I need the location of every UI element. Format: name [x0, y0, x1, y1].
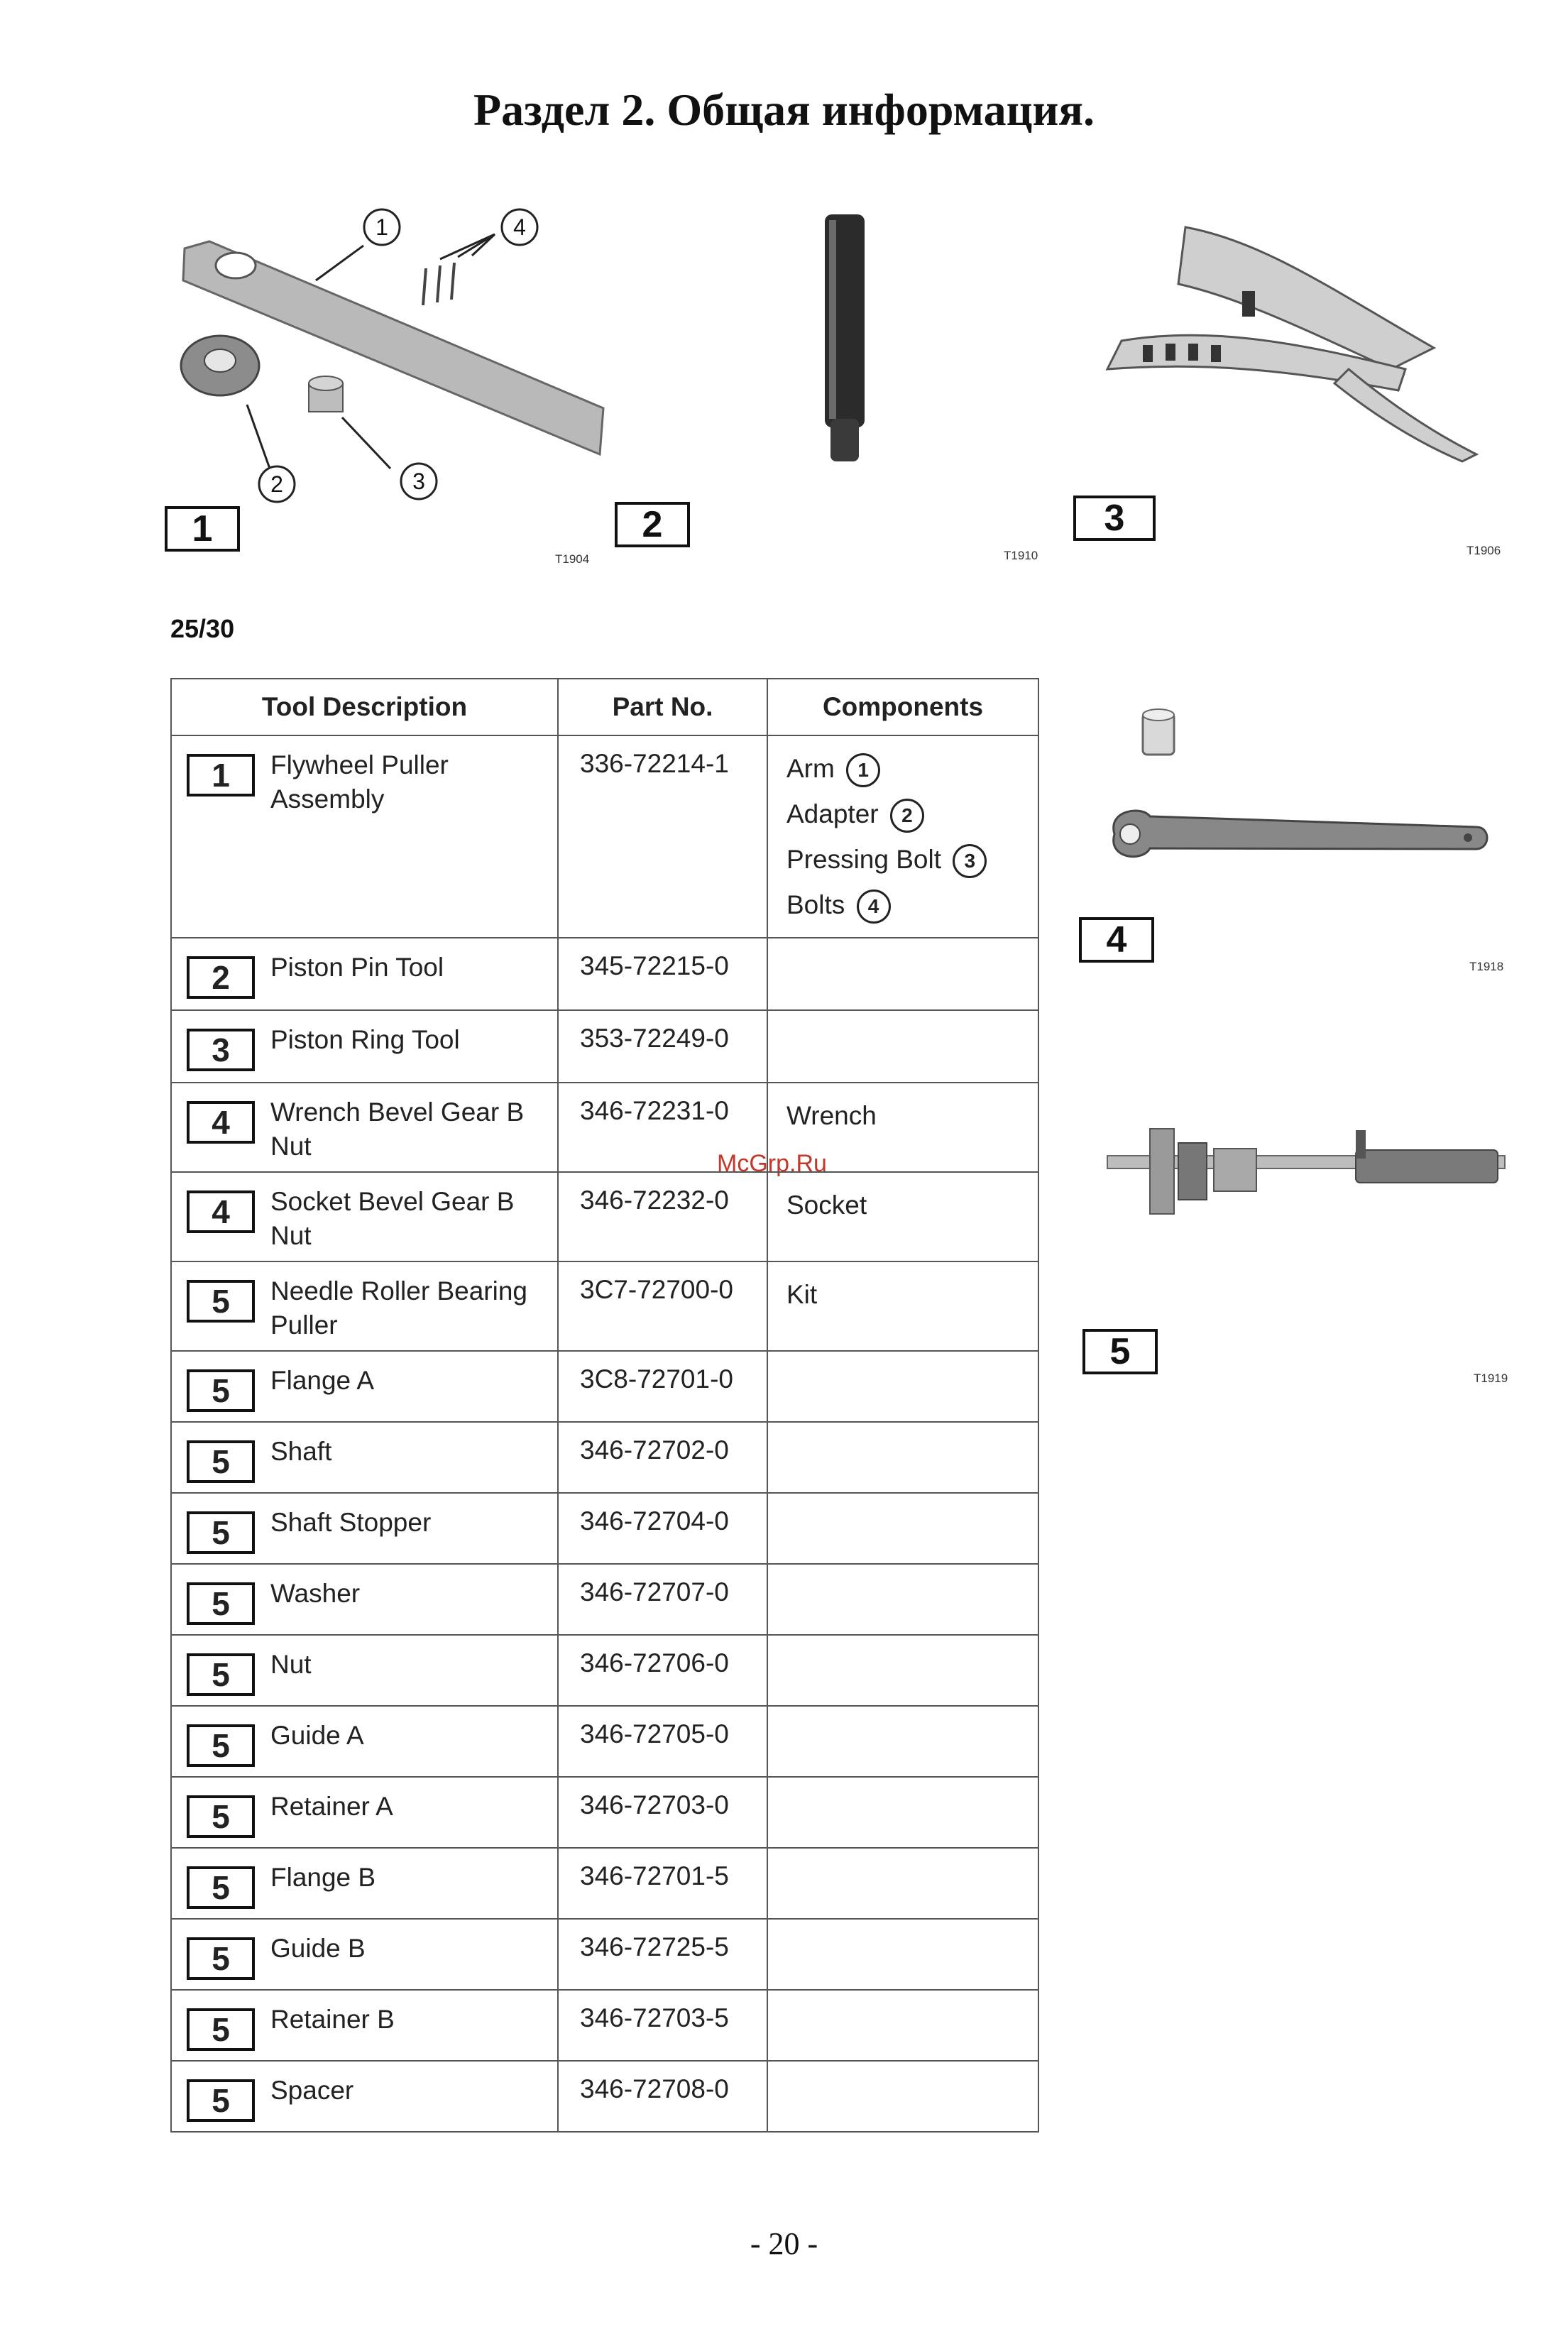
table-row — [171, 938, 1038, 1010]
figure-5-bearing-puller-illustration — [1086, 1093, 1526, 1257]
page-number: - 20 - — [750, 2226, 818, 2261]
figure-3-code: T1906 — [1466, 544, 1501, 557]
component-ref-circle: 2 — [890, 799, 924, 833]
tool-number-box: 5 — [187, 1795, 255, 1838]
table-row — [171, 1351, 1038, 1422]
tool-description: Needle Roller Bearing Puller — [270, 1276, 527, 1340]
table-row — [171, 1848, 1038, 1919]
component: Wrench — [767, 1083, 1038, 1172]
tool-number-box: 1 — [187, 754, 255, 797]
tool-number-box: 4 — [187, 1190, 255, 1233]
table-row — [171, 2061, 1038, 2132]
figure-2-code: T1910 — [1004, 549, 1038, 562]
tool-description: Washer — [270, 1579, 361, 1608]
part-number: 346-72707-0 — [558, 1564, 767, 1635]
component — [767, 1635, 1038, 1706]
component — [767, 1564, 1038, 1635]
component — [767, 1848, 1038, 1919]
figure-2-piston-pin-tool-illustration — [802, 206, 887, 483]
table-row — [171, 1422, 1038, 1493]
part-number: 3C7-72700-0 — [558, 1261, 767, 1351]
part-number: 346-72702-0 — [558, 1422, 767, 1493]
table-row — [171, 1172, 1038, 1261]
component-ref-circle: 3 — [953, 844, 987, 878]
tool-description: Guide B — [270, 1934, 366, 1963]
tool-number-box: 2 — [187, 956, 255, 999]
callout-2: 2 — [270, 471, 283, 497]
part-number: 346-72232-0 — [558, 1172, 767, 1261]
figure-1-number: 1 — [165, 506, 240, 552]
table-row — [171, 1990, 1038, 2061]
tool-description: Spacer — [270, 2076, 354, 2105]
table-row — [171, 1635, 1038, 1706]
tool-description: Nut — [270, 1650, 312, 1679]
figure-2-number: 2 — [615, 502, 690, 547]
header-tool-description: Tool Description — [171, 679, 558, 735]
part-number: 346-72231-0 — [558, 1083, 767, 1172]
component — [767, 1351, 1038, 1422]
tool-number-box: 4 — [187, 1101, 255, 1144]
component — [767, 1706, 1038, 1777]
callout-4: 4 — [513, 214, 526, 240]
component — [767, 1493, 1038, 1564]
page-title: Раздел 2. Общая информация. — [473, 84, 1095, 135]
part-number: 353-72249-0 — [558, 1010, 767, 1083]
component — [767, 1010, 1038, 1083]
tool-description: Flange A — [270, 1366, 375, 1395]
tool-description: Guide A — [270, 1721, 364, 1750]
table-row — [171, 1083, 1038, 1172]
tool-description: Socket Bevel Gear B Nut — [270, 1187, 515, 1250]
part-number: 336-72214-1 — [558, 735, 767, 938]
figure-4-number: 4 — [1079, 917, 1154, 963]
table-row — [171, 1493, 1038, 1564]
tool-number-box: 3 — [187, 1029, 255, 1071]
callout-3: 3 — [412, 469, 425, 494]
header-part-no: Part No. — [558, 679, 767, 735]
tool-description: Piston Pin Tool — [270, 953, 444, 982]
tool-number-box: 5 — [187, 1280, 255, 1323]
components-cell — [767, 735, 1038, 938]
part-number: 346-72725-5 — [558, 1919, 767, 1990]
part-number: 345-72215-0 — [558, 938, 767, 1010]
figure-5-code: T1919 — [1474, 1372, 1508, 1385]
tool-number-box: 5 — [187, 2079, 255, 2122]
component — [767, 1777, 1038, 1848]
table-header-row — [171, 679, 1038, 735]
tool-description: Flywheel Puller Assembly — [270, 750, 449, 814]
tool-description: Retainer B — [270, 2005, 395, 2034]
tool-description: Wrench Bevel Gear B Nut — [270, 1097, 525, 1161]
component-label: Arm — [786, 754, 835, 783]
tool-number-box: 5 — [187, 1369, 255, 1412]
component-label: Pressing Bolt — [786, 845, 941, 874]
component — [767, 1990, 1038, 2061]
component-label: Adapter — [786, 799, 879, 828]
component — [767, 938, 1038, 1010]
figure-3-number: 3 — [1073, 496, 1156, 541]
component-ref-circle: 4 — [857, 889, 891, 924]
table-row — [171, 1777, 1038, 1848]
table-row — [171, 1564, 1038, 1635]
tool-description: Piston Ring Tool — [270, 1025, 460, 1054]
tool-number-box: 5 — [187, 2008, 255, 2051]
part-number: 346-72703-0 — [558, 1777, 767, 1848]
component: Socket — [767, 1172, 1038, 1261]
figure-3-piston-ring-tool-illustration — [1079, 206, 1519, 476]
tool-number-box: 5 — [187, 1724, 255, 1767]
part-number: 346-72704-0 — [558, 1493, 767, 1564]
table-row — [171, 1919, 1038, 1990]
component-label: Bolts — [786, 890, 845, 919]
part-number: 346-72708-0 — [558, 2061, 767, 2132]
tool-number-box: 5 — [187, 1653, 255, 1696]
table-row — [171, 1261, 1038, 1351]
model-label: 25/30 — [170, 614, 235, 643]
figure-5-number: 5 — [1082, 1329, 1158, 1374]
part-number: 346-72703-5 — [558, 1990, 767, 2061]
component — [767, 1919, 1038, 1990]
tools-table — [170, 678, 1039, 2133]
tool-description: Shaft — [270, 1437, 332, 1466]
tool-number-box: 5 — [187, 1511, 255, 1554]
figure-4-code: T1918 — [1469, 960, 1504, 973]
figure-4-bevel-gear-tools-illustration — [1093, 703, 1519, 887]
figure-1-code: T1904 — [555, 552, 590, 566]
tool-description: Retainer A — [270, 1792, 393, 1821]
callout-1: 1 — [375, 214, 388, 240]
tool-number-box: 5 — [187, 1937, 255, 1980]
watermark: McGrp.Ru — [717, 1150, 827, 1177]
tool-number-box: 5 — [187, 1866, 255, 1909]
table-row — [171, 1706, 1038, 1777]
table-row — [171, 735, 1038, 938]
tool-number-box: 5 — [187, 1440, 255, 1483]
tool-number-box: 5 — [187, 1582, 255, 1625]
part-number: 346-72706-0 — [558, 1635, 767, 1706]
part-number: 346-72705-0 — [558, 1706, 767, 1777]
component — [767, 1422, 1038, 1493]
tool-description: Flange B — [270, 1863, 376, 1892]
tool-description: Shaft Stopper — [270, 1508, 432, 1537]
part-number: 3C8-72701-0 — [558, 1351, 767, 1422]
component: Kit — [767, 1261, 1038, 1351]
component — [767, 2061, 1038, 2132]
component-ref-circle: 1 — [846, 753, 880, 787]
table-row — [171, 1010, 1038, 1083]
part-number: 346-72701-5 — [558, 1848, 767, 1919]
header-components: Components — [767, 679, 1038, 735]
